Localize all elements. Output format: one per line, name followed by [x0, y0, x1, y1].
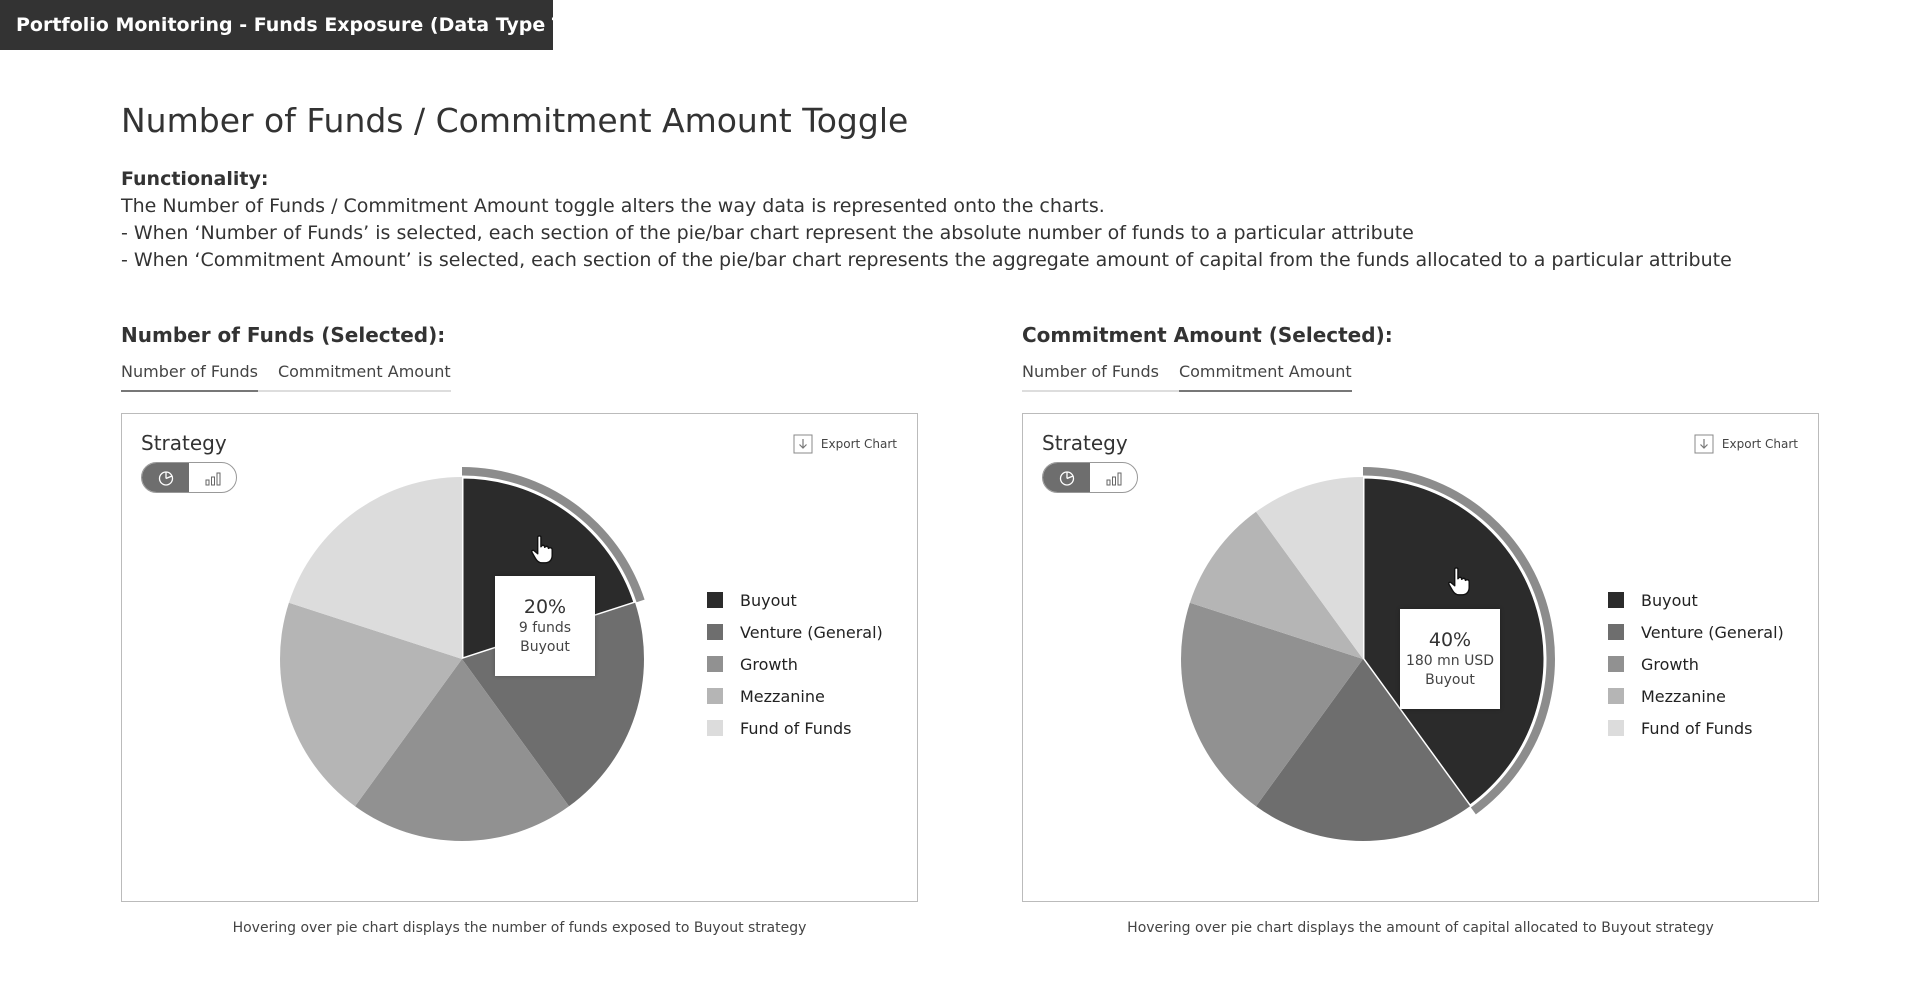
legend-swatch: [1608, 688, 1624, 704]
legend-item-venture-general[interactable]: [707, 616, 883, 648]
chart-legend: [707, 584, 883, 744]
window-title-bar: [0, 0, 631, 50]
legend-label: Mezzanine: [1641, 686, 1726, 706]
chart-title: Strategy: [141, 431, 227, 455]
functionality-label: Functionality:: [121, 168, 269, 190]
legend-label: Fund of Funds: [740, 718, 852, 738]
legend-item-buyout[interactable]: [707, 584, 883, 616]
panel-title-number-of-funds: Number of Funds (Selected):: [121, 323, 446, 347]
chart-title: Strategy: [1042, 431, 1128, 455]
legend-item-buyout[interactable]: [1608, 584, 1784, 616]
legend-label: Buyout: [740, 590, 797, 610]
functionality-line: The Number of Funds / Commitment Amount toggle alters the way data is represented onto the charts.: [121, 195, 1105, 217]
pie-tooltip: [495, 576, 595, 676]
legend-swatch: [1608, 592, 1624, 608]
legend-swatch: [707, 624, 723, 640]
legend-swatch: [1608, 656, 1624, 672]
export-chart-label: Export Chart: [1721, 437, 1798, 451]
legend-swatch: [707, 656, 723, 672]
window-title: Portfolio Monitoring - Funds Exposure (Data Type Toggle): [16, 14, 631, 36]
legend-swatch: [1608, 624, 1624, 640]
panel-title-commitment-amount: Commitment Amount (Selected):: [1022, 323, 1393, 347]
export-chart-label: Export Chart: [820, 437, 897, 451]
tooltip-percent: 40%: [1428, 629, 1472, 651]
functionality-description: [121, 166, 1841, 274]
chart-legend: [1608, 584, 1784, 744]
legend-swatch: [707, 688, 723, 704]
legend-label: Growth: [740, 654, 798, 674]
legend-label: Fund of Funds: [1641, 718, 1753, 738]
legend-item-fund-of-funds[interactable]: [707, 712, 883, 744]
legend-swatch: [707, 592, 723, 608]
hand-cursor-icon: [1446, 567, 1472, 597]
legend-label: Growth: [1641, 654, 1699, 674]
legend-item-fund-of-funds[interactable]: [1608, 712, 1784, 744]
legend-swatch: [1608, 720, 1624, 736]
data-type-tabs: [121, 362, 451, 392]
chart-caption: Hovering over pie chart displays the amount of capital allocated to Buyout strategy: [1127, 920, 1714, 936]
legend-label: Venture (General): [1641, 622, 1784, 642]
legend-item-mezzanine[interactable]: [1608, 680, 1784, 712]
tab-commitment-amount[interactable]: Commitment Amount: [277, 362, 451, 381]
chart-caption: Hovering over pie chart displays the number of funds exposed to Buyout strategy: [232, 920, 807, 936]
strategy-chart-card: [121, 413, 918, 902]
page-heading: Number of Funds / Commitment Amount Toggle: [121, 101, 909, 140]
legend-item-growth[interactable]: [707, 648, 883, 680]
tooltip-value: 9 funds: [518, 620, 572, 636]
functionality-line: - When ‘Commitment Amount’ is selected, each section of the pie/bar chart represents the aggregate amount of capital from the funds allocated to a particular attribute: [121, 249, 1732, 271]
tab-number-of-funds[interactable]: Number of Funds: [121, 362, 258, 392]
legend-label: Venture (General): [740, 622, 883, 642]
tooltip-percent: 20%: [523, 596, 567, 618]
legend-swatch: [707, 720, 723, 736]
pie-tooltip: [1400, 609, 1500, 709]
legend-item-venture-general[interactable]: [1608, 616, 1784, 648]
tooltip-category: Buyout: [1425, 672, 1475, 688]
hand-cursor-icon: [529, 535, 555, 565]
strategy-chart-card: [1022, 413, 1819, 902]
functionality-line: - When ‘Number of Funds’ is selected, each section of the pie/bar chart represent the absolute number of funds to a particular attribute: [121, 222, 1414, 244]
legend-item-mezzanine[interactable]: [707, 680, 883, 712]
legend-item-growth[interactable]: [1608, 648, 1784, 680]
tab-commitment-amount[interactable]: Commitment Amount: [1179, 362, 1352, 392]
tab-number-of-funds[interactable]: Number of Funds: [1022, 362, 1159, 381]
tooltip-value: 180 mn USD: [1405, 653, 1495, 669]
legend-label: Mezzanine: [740, 686, 825, 706]
tooltip-category: Buyout: [520, 639, 570, 655]
data-type-tabs: [1022, 362, 1352, 392]
legend-label: Buyout: [1641, 590, 1698, 610]
